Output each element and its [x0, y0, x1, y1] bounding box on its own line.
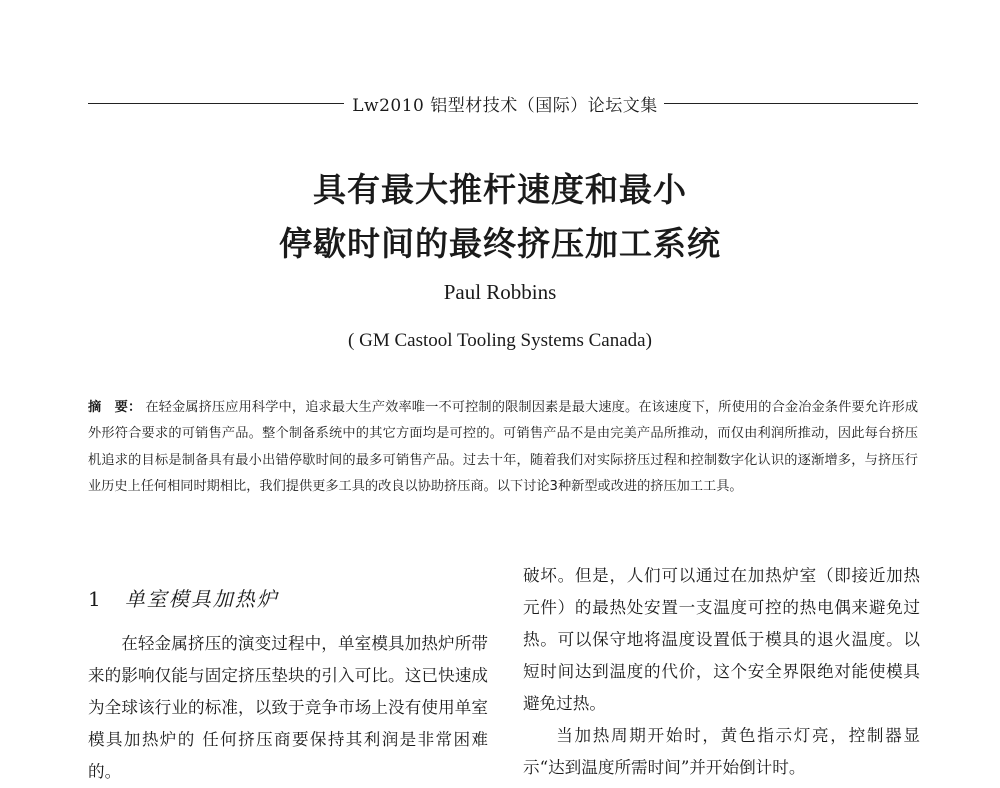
author-name: Paul Robbins [443, 280, 557, 304]
author-affiliation: ( GM Castool Tooling Systems Canada) [348, 330, 652, 351]
abstract-text: 在轻金属挤压应用科学中，追求最大生产效率唯一不可控制的限制因素是最大速度。在该速度下，所使用的合金冶金条件要允许形成外形符合要求的可销售产品。整个制备系统中的其它方面均是可控的。可销售产品不是由完美产品所推动，而仅由利润所推动，因此每台挤压机追求的目标是制备具有最小出错停歇时间的最多可销售产品。过去十年，随着我们对实际挤压过程和控制数字化认识的逐渐增多，与挤压行业历史上任何相同时期相比，我们提供更多工具的改良以协助挤压商。以下讨论3种新型或改进的挤压加工工具。 [88, 400, 919, 494]
title-line-2: 停歇时间的最终挤压加工系统 [279, 224, 721, 263]
section-heading [88, 570, 488, 628]
header-rule-right [664, 103, 918, 104]
header-rule-left [88, 103, 344, 104]
abstract-label: 摘 要： [88, 400, 142, 415]
section-paragraph-right-1: 破坏。但是，人们可以通过在加热炉室（即接近加热元件）的最热处安置一支温度可控的热电偶来避免过热。可以保守地将温度设置低于模具的退火温度。以短时间达到温度的代价，这个安全界限绝对能使模具避免过热。 [523, 566, 920, 713]
right-column [523, 560, 920, 784]
section-title: 单室模具加热炉 [124, 587, 279, 611]
abstract [88, 395, 918, 500]
left-column [88, 560, 488, 788]
running-header: Lw2010 铝型材技术（国际）论坛文集 [352, 96, 658, 116]
section-paragraph-right-2: 当加热周期开始时，黄色指示灯亮，控制器显示“达到温度所需时间”并开始倒计时。 [523, 726, 920, 777]
title-line-1: 具有最大推杆速度和最小 [313, 170, 687, 209]
section-paragraph-left: 在轻金属挤压的演变过程中，单室模具加热炉所带来的影响仅能与固定挤压垫块的引入可比。这已快速成为全球该行业的标准，以致于竞争市场上没有使用单室模具加热炉的 任何挤压商要保持其利润是非常困难的。 [88, 634, 488, 781]
section-number: 1 [88, 587, 103, 611]
